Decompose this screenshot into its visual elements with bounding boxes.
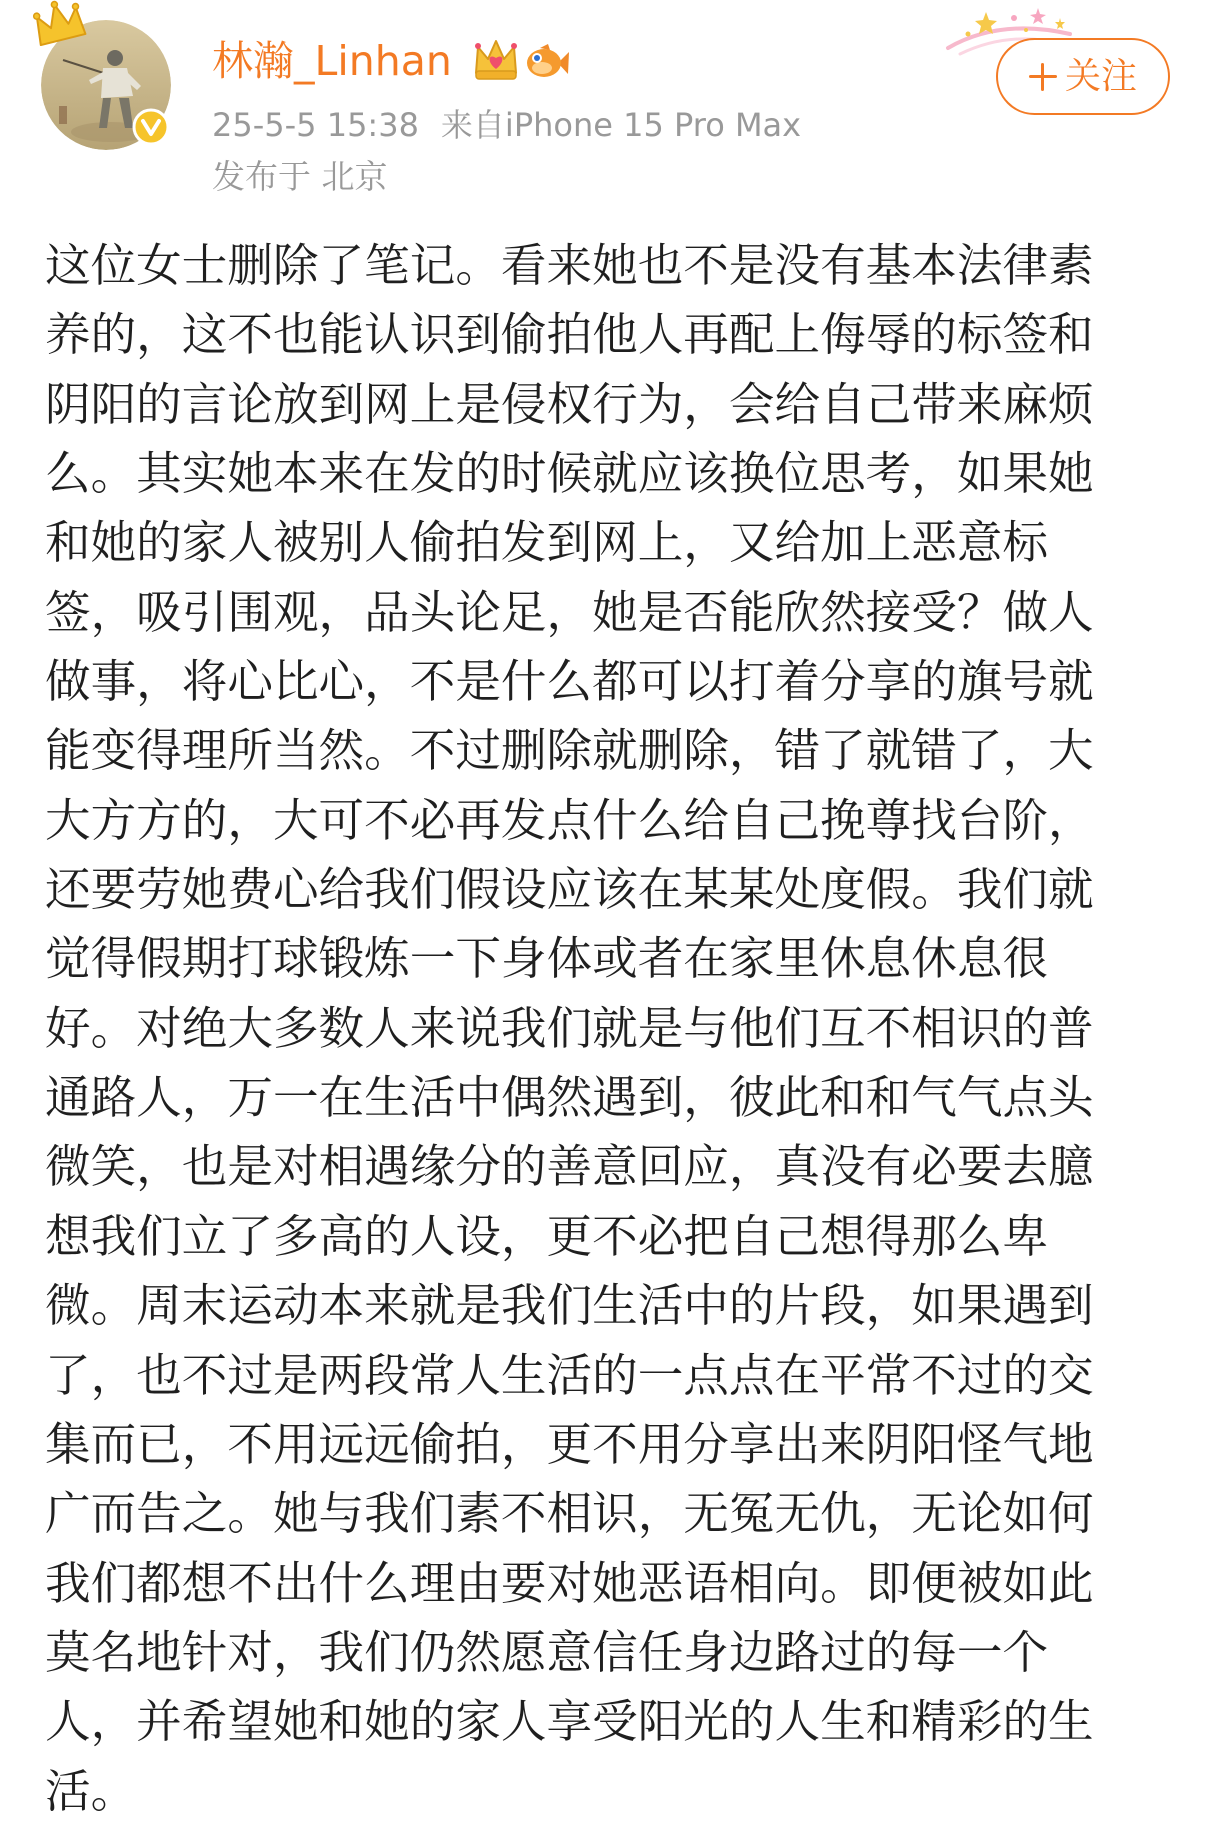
post-text-line: 养的，这不也能认识到偷拍他人再配上侮辱的标签和 <box>45 308 1094 362</box>
post-text-line: 做事，将心比心，不是什么都可以打着分享的旗号就 <box>45 655 1094 709</box>
post-text-line: 通路人，万一在生活中偶然遇到，彼此和和气气点头 <box>45 1071 1094 1125</box>
post-timestamp[interactable]: 25-5-5 15:38 <box>212 106 419 144</box>
post-text-line: 大方方的，大可不必再发点什么给自己挽尊找台阶， <box>45 793 1094 847</box>
post-text-line: 人，并希望她和她的家人享受阳光的人生和精彩的生 <box>45 1695 1094 1749</box>
verified-badge-icon <box>131 107 171 147</box>
post-text-line: 么。其实她本来在发的时候就应该换位思考，如果她 <box>45 447 1094 501</box>
post-text-line: 我们都想不出什么理由要对她恶语相向。即便被如此 <box>45 1556 1094 1610</box>
post-text-line: 广而告之。她与我们素不相识，无冤无仇，无论如何 <box>45 1487 1094 1541</box>
post-meta <box>212 103 801 147</box>
post-text-line: 还要劳她费心给我们假设应该在某某处度假。我们就 <box>45 863 1094 917</box>
post-text-line: 想我们立了多高的人设，更不必把自己想得那么卑 <box>45 1209 1049 1263</box>
post-text-line: 签，吸引围观，品头论足，她是否能欣然接受？做人 <box>45 585 1094 639</box>
username[interactable]: 林瀚_Linhan <box>212 37 452 85</box>
post-text-line: 觉得假期打球锻炼一下身体或者在家里休息休息很 <box>45 932 1049 986</box>
vip-crown-icon[interactable] <box>472 37 520 83</box>
post-text-line: 这位女士删除了笔记。看来她也不是没有基本法律素 <box>45 239 1094 292</box>
post-text-line: 莫名地针对，我们仍然愿意信任身边路过的每一个 <box>45 1625 1049 1679</box>
post-text-line: 能变得理所当然。不过删除就删除，错了就错了，大 <box>45 724 1094 778</box>
follow-button[interactable] <box>996 38 1170 115</box>
crown-icon <box>30 0 88 46</box>
follow-label: 关注 <box>1064 55 1137 97</box>
plus-icon <box>1029 63 1057 91</box>
post-text-line: 集而已，不用远远偷拍，更不用分享出来阴阳怪气地 <box>45 1417 1094 1471</box>
post-source: 来自iPhone 15 Pro Max <box>440 106 802 144</box>
post-text-line: 微笑，也是对相遇缘分的善意回应，真没有必要去臆 <box>45 1140 1094 1194</box>
post-text-line: 好。对绝大多数人来说我们就是与他们互不相识的普 <box>45 1001 1094 1055</box>
post-text-line: 微。周末运动本来就是我们生活中的片段，如果遇到 <box>45 1279 1094 1333</box>
post-text-line: 和她的家人被别人偷拍发到网上，又给加上恶意标 <box>45 516 1049 570</box>
post-text-line: 阴阳的言论放到网上是侵权行为，会给自己带来麻烦 <box>45 377 1094 431</box>
fish-badge-icon[interactable] <box>524 44 570 82</box>
post-text-line: 活。 <box>45 1764 137 1818</box>
post-body <box>45 231 1175 1826</box>
post-text-line: 了，也不过是两段常人生活的一点点在平常不过的交 <box>45 1348 1094 1402</box>
post-location: 发布于 北京 <box>212 157 388 196</box>
